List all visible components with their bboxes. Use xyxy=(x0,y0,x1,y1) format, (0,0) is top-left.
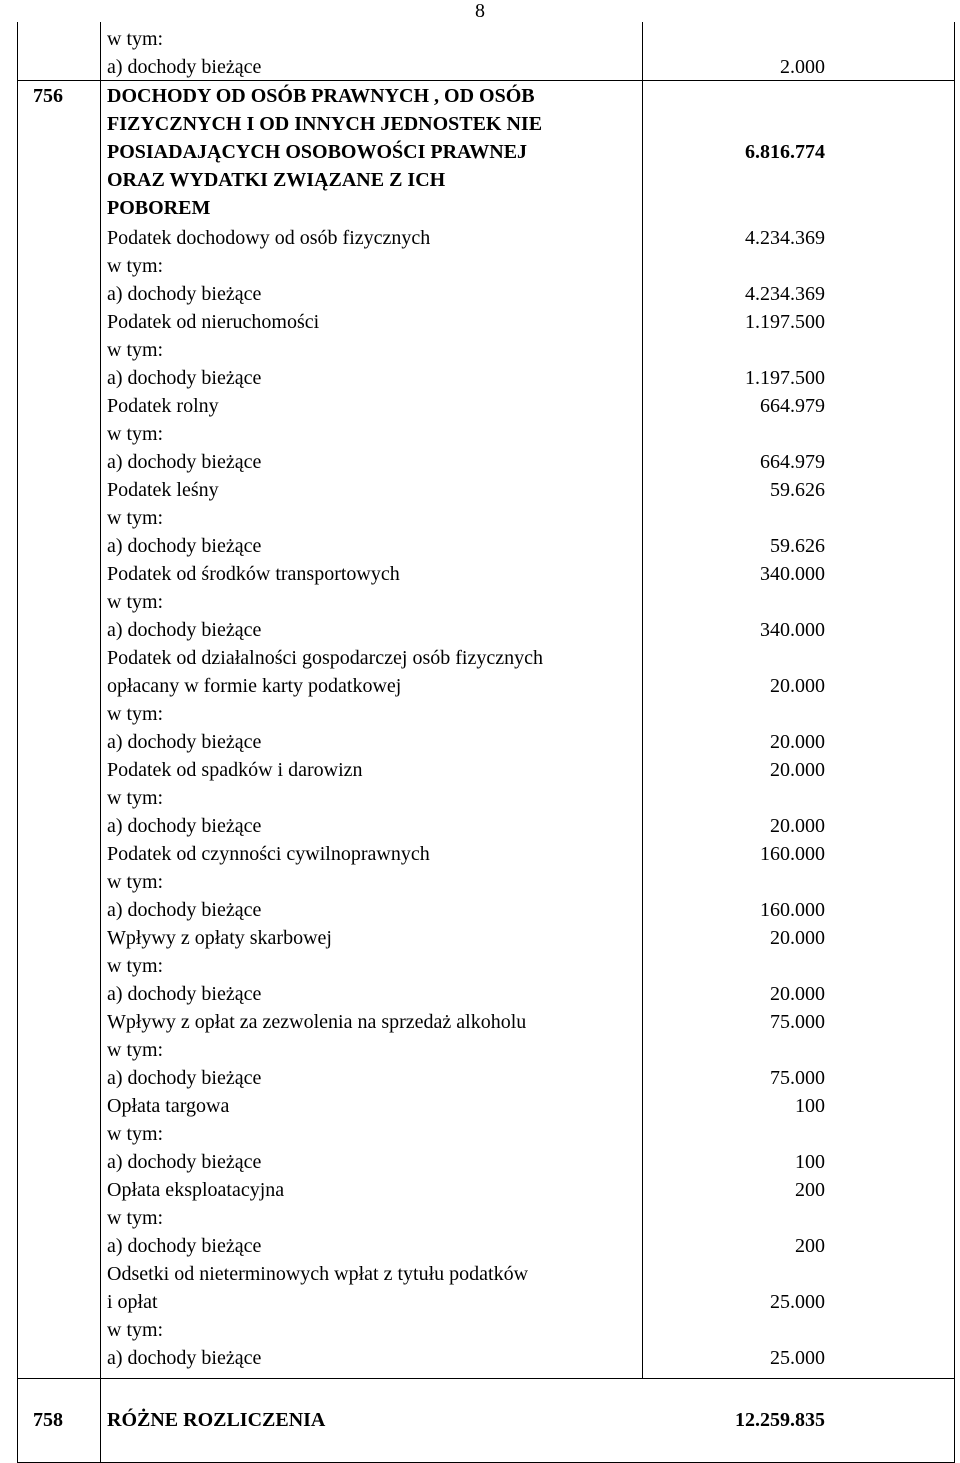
item-amount: 75.000 xyxy=(770,1011,825,1033)
item-label: opłacany w formie karty podatkowej xyxy=(107,675,402,697)
w-tym-label: w tym: xyxy=(107,955,164,977)
section-code: 756 xyxy=(33,85,63,107)
sub-income-amount: 664.979 xyxy=(760,451,825,473)
item-label: Podatek leśny xyxy=(107,479,219,501)
sub-income-amount: 20.000 xyxy=(770,731,825,753)
item-amount: 20.000 xyxy=(770,759,825,781)
sub-income-label: a) dochody bieżące xyxy=(107,1235,262,1257)
item-amount: 4.234.369 xyxy=(745,227,825,249)
item-label: Podatek od spadków i darowizn xyxy=(107,759,363,781)
sub-income-amount: 20.000 xyxy=(770,983,825,1005)
sub-income-label: a) dochody bieżące xyxy=(107,451,262,473)
item-amount: 25.000 xyxy=(770,1291,825,1313)
sub-income-amount: 4.234.369 xyxy=(745,283,825,305)
sub-income-label: a) dochody bieżące xyxy=(107,731,262,753)
item-label: Podatek rolny xyxy=(107,395,219,417)
section-total: 12.259.835 xyxy=(735,1409,825,1431)
item-label: Podatek dochodowy od osób fizycznych xyxy=(107,227,431,249)
item-amount: 20.000 xyxy=(770,927,825,949)
section-title-line: ORAZ WYDATKI ZWIĄZANE Z ICH xyxy=(107,169,446,191)
w-tym-label: w tym: xyxy=(107,591,164,613)
table-row-divider xyxy=(17,1378,955,1379)
table-code-divider xyxy=(100,22,101,1463)
w-tym-label: w tym: xyxy=(107,255,164,277)
w-tym-label: w tym: xyxy=(107,1319,164,1341)
section-title-line: POSIADAJĄCYCH OSOBOWOŚCI PRAWNEJ xyxy=(107,141,528,163)
w-tym-label: w tym: xyxy=(107,1123,164,1145)
sub-income-label: a) dochody bieżące xyxy=(107,56,262,78)
w-tym-label: w tym: xyxy=(107,507,164,529)
w-tym-label: w tym: xyxy=(107,339,164,361)
w-tym-label: w tym: xyxy=(107,423,164,445)
item-label: Podatek od nieruchomości xyxy=(107,311,320,333)
page-number: 8 xyxy=(475,0,485,22)
sub-income-label: a) dochody bieżące xyxy=(107,535,262,557)
item-label: Wpływy z opłat za zezwolenia na sprzedaż alkoholu xyxy=(107,1011,527,1033)
item-label: Odsetki od nieterminowych wpłat z tytułu podatków xyxy=(107,1263,529,1285)
section-title-line: POBOREM xyxy=(107,197,211,219)
item-label: Podatek od środków transportowych xyxy=(107,563,400,585)
sub-income-amount: 100 xyxy=(795,1151,825,1173)
sub-income-label: a) dochody bieżące xyxy=(107,619,262,641)
item-amount: 1.197.500 xyxy=(745,311,825,333)
w-tym-label: w tym: xyxy=(107,28,164,50)
sub-income-label: a) dochody bieżące xyxy=(107,983,262,1005)
w-tym-label: w tym: xyxy=(107,871,164,893)
sub-income-amount: 59.626 xyxy=(770,535,825,557)
table-right-border xyxy=(954,22,955,1463)
item-label: Opłata targowa xyxy=(107,1095,230,1117)
section-title: RÓŻNE ROZLICZENIA xyxy=(107,1409,326,1431)
item-amount: 59.626 xyxy=(770,479,825,501)
table-row-divider xyxy=(17,80,955,81)
sub-income-label: a) dochody bieżące xyxy=(107,1151,262,1173)
sub-income-amount: 2.000 xyxy=(780,56,825,78)
sub-income-label: a) dochody bieżące xyxy=(107,1067,262,1089)
sub-income-label: a) dochody bieżące xyxy=(107,367,262,389)
item-amount: 20.000 xyxy=(770,675,825,697)
item-label: i opłat xyxy=(107,1291,158,1313)
section-title-line: FIZYCZNYCH I OD INNYCH JEDNOSTEK NIE xyxy=(107,113,543,135)
sub-income-amount: 75.000 xyxy=(770,1067,825,1089)
item-label: Podatek od czynności cywilnoprawnych xyxy=(107,843,430,865)
sub-income-amount: 1.197.500 xyxy=(745,367,825,389)
sub-income-label: a) dochody bieżące xyxy=(107,283,262,305)
w-tym-label: w tym: xyxy=(107,787,164,809)
w-tym-label: w tym: xyxy=(107,1207,164,1229)
item-label: Podatek od działalności gospodarczej osób fizycznych xyxy=(107,647,543,669)
item-label: Opłata eksploatacyjna xyxy=(107,1179,285,1201)
sub-income-amount: 25.000 xyxy=(770,1347,825,1369)
sub-income-amount: 160.000 xyxy=(760,899,825,921)
sub-income-amount: 200 xyxy=(795,1235,825,1257)
w-tym-label: w tym: xyxy=(107,1039,164,1061)
sub-income-amount: 20.000 xyxy=(770,815,825,837)
section-title-line: DOCHODY OD OSÓB PRAWNYCH , OD OSÓB xyxy=(107,85,535,107)
sub-income-label: a) dochody bieżące xyxy=(107,1347,262,1369)
table-left-border xyxy=(17,22,18,1463)
sub-income-amount: 340.000 xyxy=(760,619,825,641)
sub-income-label: a) dochody bieżące xyxy=(107,899,262,921)
item-amount: 664.979 xyxy=(760,395,825,417)
item-amount: 200 xyxy=(795,1179,825,1201)
sub-income-label: a) dochody bieżące xyxy=(107,815,262,837)
item-amount: 160.000 xyxy=(760,843,825,865)
item-amount: 100 xyxy=(795,1095,825,1117)
section-code: 758 xyxy=(33,1409,63,1431)
item-label: Wpływy z opłaty skarbowej xyxy=(107,927,332,949)
section-total: 6.816.774 xyxy=(745,141,825,163)
item-amount: 340.000 xyxy=(760,563,825,585)
w-tym-label: w tym: xyxy=(107,703,164,725)
